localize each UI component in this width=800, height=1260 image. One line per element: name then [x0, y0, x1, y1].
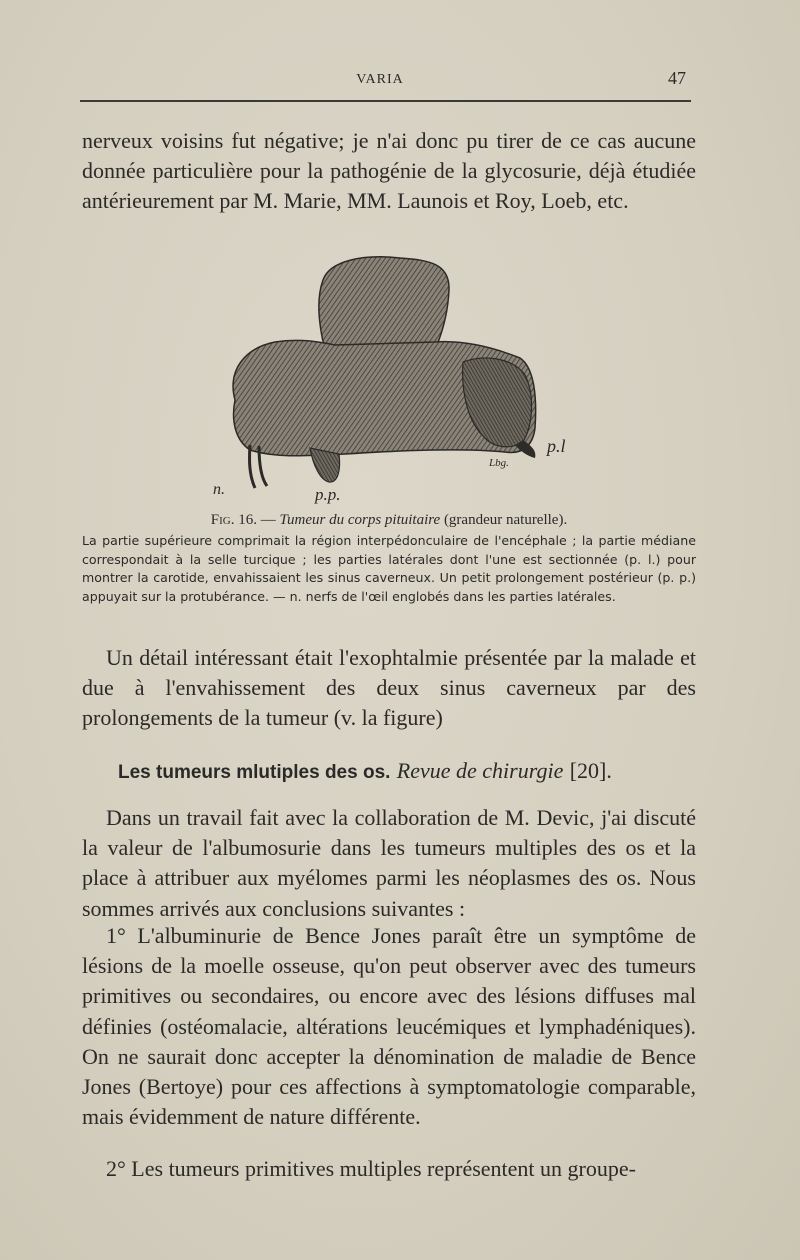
section-heading	[118, 756, 698, 788]
section-heading-title: Les tumeurs mlutiples des os.	[118, 762, 391, 783]
figure-title-suffix: (grandeur naturelle).	[443, 512, 568, 528]
paragraph-devic: Dans un travail fait avec la collaboration de M. Devic, j'ai discuté la valeur de l'albumosurie dans les tumeurs multiples des os et la place à attribuer aux myélomes parmi les néoplasmes des os. Nous sommes arrivés aux conclusions suivantes :	[82, 805, 696, 921]
section-heading-reference: [20].	[569, 758, 612, 783]
running-header-title: VARIA	[356, 72, 404, 87]
header-rule	[80, 100, 691, 102]
label-n: n.	[213, 481, 225, 498]
paragraph-continuation: nerveux voisins fut négative; je n'ai donc pu tirer de ce cas aucune donnée particulière pour la pathogénie de la glycosurie, déjà étudiée antérieurement par M. Marie, MM. Launois et Roy, Loeb, etc.	[82, 128, 696, 214]
label-pl: p.l	[547, 436, 566, 456]
tumor-illustration	[205, 250, 585, 505]
label-pp: p.p.	[315, 485, 341, 504]
paragraph-conclusion-1: 1° L'albuminurie de Bence Jones paraît être un symptôme de lésions de la moelle osseuse, qu'on peut observer avec des tumeurs primitives ou secondaires, ou encore avec des lésions diffuses mal définies (ostéomalacie, altérations leucémiques et lymphadéniques). On ne saurait donc accepter la dénomination de maladie de Bence Jones (Bertoye) pour ces affections à symptomatologie comparable, mais évidemment de nature différente.	[82, 923, 696, 1130]
section-heading-journal: Revue de chirurgie	[396, 758, 564, 783]
paragraph-exophtalmie: Un détail intéressant était l'exophtalmie présentée par la malade et due à l'envahissement des deux sinus caverneux par des prolongements de la tumeur (v. la figure)	[82, 645, 696, 731]
tumor-upper-lobe	[319, 257, 449, 350]
paragraph-conclusion-2: 2° Les tumeurs primitives multiples représentent un groupe-	[106, 1156, 636, 1181]
figure-number: Fig. 16. —	[210, 512, 276, 528]
figure-caption-body: La partie supérieure comprimait la région interpédonculaire de l'encéphale ; la partie médiane correspondait à la selle turcique ; les parties latérales dont l'une est sectionnée (p. l.) pour montrer la carotide, envahissaient les sinus caverneux. Un petit prolongement postérieur (p. p.) appuyait sur la protubérance. — n. nerfs de l'œil englobés dans les parties latérales.	[82, 533, 696, 604]
tumor-posterior-prolongation	[310, 448, 340, 482]
figure-caption-title	[82, 512, 696, 529]
artist-signature: Lbg.	[489, 457, 509, 469]
page-number: 47	[668, 68, 686, 88]
figure-title: Tumeur du corps pituitaire	[279, 512, 441, 528]
